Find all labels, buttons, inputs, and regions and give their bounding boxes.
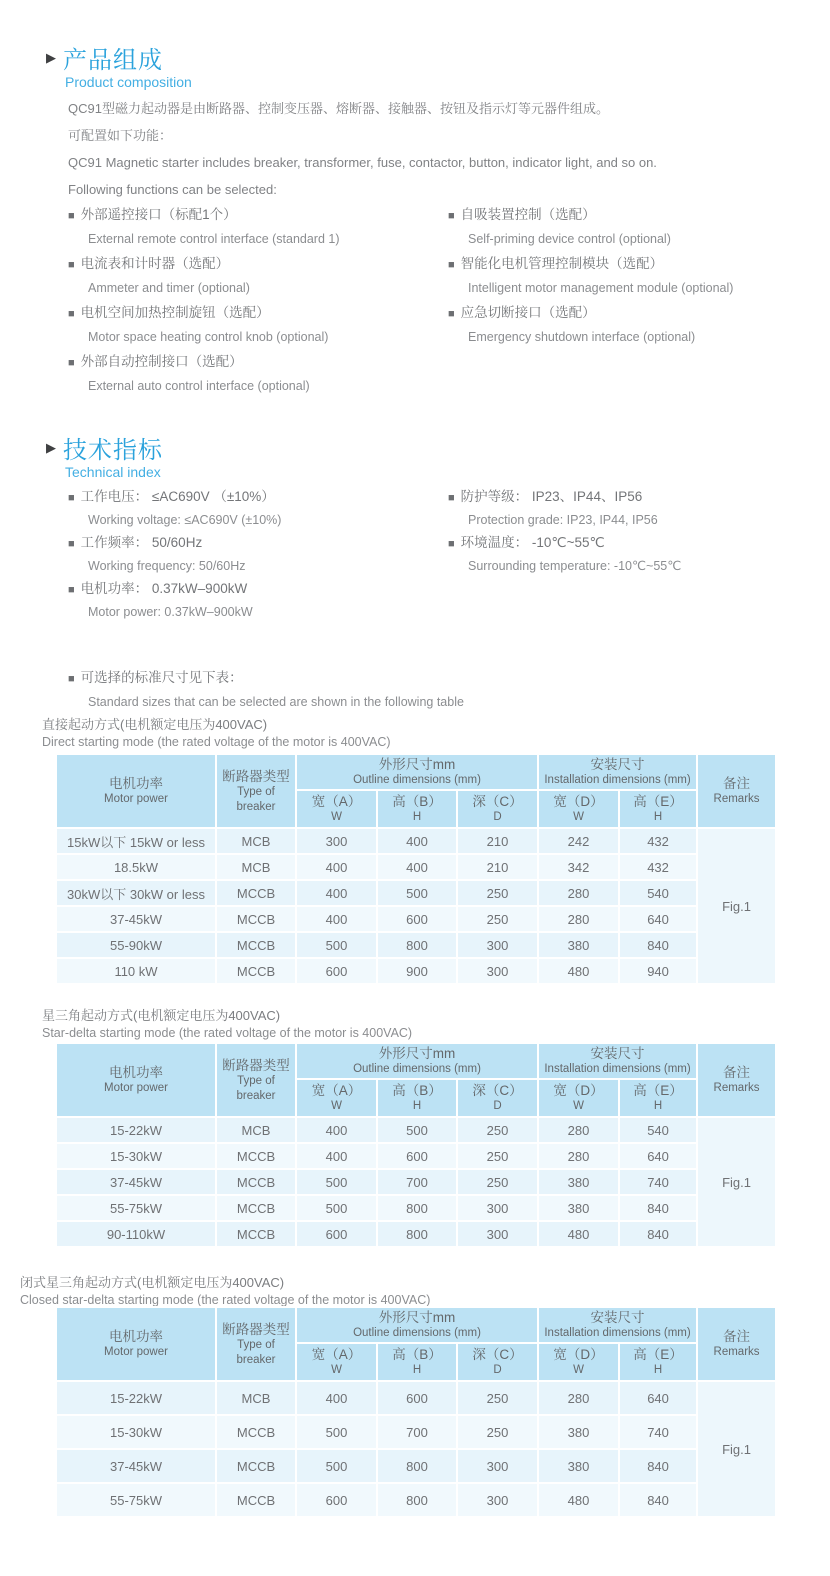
list-item (448, 301, 813, 349)
table-cell: 500 (296, 1415, 377, 1449)
table-cell: 15-30kW (56, 1143, 216, 1169)
table-cell: MCCB (216, 1483, 296, 1517)
table-cell: 600 (296, 958, 377, 984)
table-cell: 640 (619, 1143, 697, 1169)
table-cell: 480 (538, 1221, 619, 1247)
table-row (56, 1169, 776, 1195)
table-cell: 37-45kW (56, 906, 216, 932)
table-row (56, 1143, 776, 1169)
table-cell: 250 (457, 1143, 538, 1169)
table-cell: 840 (619, 1483, 697, 1517)
table-cell: 940 (619, 958, 697, 984)
table-header-cell: 宽（D） W (538, 790, 619, 828)
table-cell: 840 (619, 1195, 697, 1221)
table-row (56, 828, 776, 854)
table-header-cell: 高（E） H (619, 1343, 697, 1381)
table-cell: 280 (538, 1381, 619, 1415)
table-cell: 840 (619, 1221, 697, 1247)
feature-list-right (448, 203, 813, 399)
table-cell: 15-22kW (56, 1117, 216, 1143)
table-header-cell: 安装尺寸 Installation dimensions (mm) (538, 1043, 697, 1079)
standard-sizes-note (68, 666, 464, 714)
table-cell: 250 (457, 1381, 538, 1415)
list-item-en: Ammeter and timer (optional) (88, 281, 250, 295)
table-header-cell: 宽（D） W (538, 1343, 619, 1381)
remarks-cell: Fig.1 (697, 1381, 776, 1517)
bullet-square-icon: ■ (448, 538, 455, 550)
table-cell: 300 (457, 932, 538, 958)
table-cell: 700 (377, 1169, 457, 1195)
list-item (448, 532, 813, 577)
bullet-square-icon: ■ (68, 584, 75, 596)
table2-caption-en: Star-delta starting mode (the rated voltage of the motor is 400VAC) (42, 1026, 413, 1040)
table-cell: 600 (296, 1483, 377, 1517)
bullet-square-icon: ■ (68, 308, 75, 320)
table-cell: MCB (216, 828, 296, 854)
table-cell: 480 (538, 1483, 619, 1517)
table-cell: 840 (619, 932, 697, 958)
product-section-header (46, 40, 163, 75)
table3-caption-en: Closed star-delta starting mode (the rated voltage of the motor is 400VAC) (20, 1293, 431, 1307)
list-item-zh: ■ 电流表和计时器（选配） (68, 256, 230, 271)
table-cell: 300 (457, 1483, 538, 1517)
table-cell: MCCB (216, 1143, 296, 1169)
table-cell: 740 (619, 1169, 697, 1195)
table-cell: 800 (377, 1195, 457, 1221)
list-item (68, 486, 448, 531)
table-header-cell: 高（B） H (377, 1343, 457, 1381)
table-header-cell: 电机功率 Motor power (56, 1307, 216, 1381)
table-cell: 15-22kW (56, 1381, 216, 1415)
list-item-zh: ■ 电机空间加热控制旋钮（选配） (68, 305, 270, 320)
table-cell: 250 (457, 880, 538, 906)
product-section-subtitle: Product composition (65, 74, 192, 90)
table2-caption-zh: 星三角起动方式(电机额定电压为400VAC) (42, 1008, 281, 1023)
table-cell: 400 (377, 854, 457, 880)
table-header-cell: 断路器类型 Type of breaker (216, 1043, 296, 1117)
table-cell: 840 (619, 1449, 697, 1483)
table-cell: 500 (377, 880, 457, 906)
bullet-square-icon: ■ (68, 210, 75, 222)
table1-caption-zh: 直接起动方式(电机额定电压为400VAC) (42, 717, 268, 732)
table-cell: 380 (538, 932, 619, 958)
technical-section-header (46, 430, 163, 465)
list-item-zh: ■ 电机功率： 0.37kW–900kW (68, 581, 248, 596)
list-item-en: Motor power: 0.37kW–900kW (88, 605, 253, 619)
table-cell: 250 (457, 1117, 538, 1143)
table-cell: 400 (377, 828, 457, 854)
list-item (68, 350, 448, 398)
list-item-zh: ■ 应急切断接口（选配） (448, 305, 596, 320)
list-item-en: Emergency shutdown interface (optional) (468, 330, 696, 344)
table-cell: 15kW以下 15kW or less (56, 828, 216, 854)
product-config-en: Following functions can be selected: (68, 182, 277, 197)
table-cell: 380 (538, 1169, 619, 1195)
table-cell: MCB (216, 1117, 296, 1143)
list-item (448, 486, 813, 531)
table-header-cell: 高（B） H (377, 790, 457, 828)
table-header-cell: 宽（A） W (296, 790, 377, 828)
spec-lists (68, 486, 813, 624)
list-item-en: External remote control interface (standard 1) (88, 232, 340, 246)
table-cell: MCCB (216, 958, 296, 984)
table-cell: 900 (377, 958, 457, 984)
table-cell: MCCB (216, 1195, 296, 1221)
list-item (68, 252, 448, 300)
table-row (56, 880, 776, 906)
list-item-en: Surrounding temperature: -10℃~55℃ (468, 559, 682, 573)
table-cell: 250 (457, 1169, 538, 1195)
list-item-en: Working frequency: 50/60Hz (88, 559, 246, 573)
table-header-cell: 电机功率 Motor power (56, 754, 216, 828)
table-cell: 400 (296, 1381, 377, 1415)
table-cell: 500 (296, 1169, 377, 1195)
table-cell: 800 (377, 1483, 457, 1517)
table-cell: 342 (538, 854, 619, 880)
table-row (56, 1221, 776, 1247)
table-header-cell: 安装尺寸 Installation dimensions (mm) (538, 754, 697, 790)
table-cell: 480 (538, 958, 619, 984)
table-cell: 380 (538, 1195, 619, 1221)
table-cell: 280 (538, 880, 619, 906)
table-cell: 37-45kW (56, 1449, 216, 1483)
list-item-zh: ■ 工作电压： ≤AC690V （±10%） (68, 489, 275, 504)
table-cell: 300 (457, 958, 538, 984)
table-header-cell: 备注 Remarks (697, 1043, 776, 1117)
table-cell: 740 (619, 1415, 697, 1449)
star-delta-table (55, 1042, 777, 1248)
table-cell: 400 (296, 1117, 377, 1143)
table-cell: 400 (296, 906, 377, 932)
table-cell: 400 (296, 1143, 377, 1169)
list-item (68, 301, 448, 349)
table-header-cell: 备注 Remarks (697, 1307, 776, 1381)
table-header-cell: 安装尺寸 Installation dimensions (mm) (538, 1307, 697, 1343)
table-cell: 500 (296, 1449, 377, 1483)
arrow-right-icon: ▶ (46, 50, 56, 65)
table-cell: 640 (619, 906, 697, 932)
table-cell: 600 (377, 1381, 457, 1415)
list-item-zh: ■ 外部遥控接口（标配1个） (68, 207, 237, 222)
table-header-cell: 高（E） H (619, 790, 697, 828)
table-cell: 300 (296, 828, 377, 854)
table-cell: 300 (457, 1195, 538, 1221)
list-item-en: Protection grade: IP23, IP44, IP56 (468, 513, 658, 527)
table-cell: MCCB (216, 1169, 296, 1195)
note-en: Standard sizes that can be selected are shown in the following table (88, 695, 464, 709)
bullet-square-icon: ■ (68, 357, 75, 369)
table-cell: 280 (538, 1117, 619, 1143)
table-row (56, 1483, 776, 1517)
spec-list-left (68, 486, 448, 624)
table-header-cell: 外形尺寸mm Outline dimensions (mm) (296, 754, 538, 790)
table-cell: 300 (457, 1221, 538, 1247)
table-cell: 700 (377, 1415, 457, 1449)
list-item-en: Self-priming device control (optional) (468, 232, 671, 246)
table-cell: 400 (296, 854, 377, 880)
list-item-zh: ■ 工作频率： 50/60Hz (68, 535, 203, 550)
table-cell: 37-45kW (56, 1169, 216, 1195)
table-cell: 380 (538, 1449, 619, 1483)
bullet-square-icon: ■ (68, 673, 75, 685)
table-cell: 110 kW (56, 958, 216, 984)
table-header-cell: 深（C） D (457, 1343, 538, 1381)
product-config-zh: 可配置如下功能： (68, 128, 173, 143)
product-description-zh: QC91型磁力起动器是由断路器、控制变压器、熔断器、接触器、按钮及指示灯等元器件组成。 (68, 101, 609, 116)
direct-starting-table (55, 753, 777, 985)
table-row (56, 1449, 776, 1483)
table-cell: MCB (216, 854, 296, 880)
table-cell: 15-30kW (56, 1415, 216, 1449)
bullet-square-icon: ■ (448, 210, 455, 222)
list-item (68, 532, 448, 577)
table-row (56, 1117, 776, 1143)
table-row (56, 1195, 776, 1221)
list-item (68, 203, 448, 251)
table-cell: 380 (538, 1415, 619, 1449)
list-item (448, 252, 813, 300)
arrow-right-icon: ▶ (46, 440, 56, 455)
list-item-zh: ■ 外部自动控制接口（选配） (68, 354, 243, 369)
table-cell: 432 (619, 854, 697, 880)
table-header-cell: 宽（A） W (296, 1343, 377, 1381)
table-header-cell: 电机功率 Motor power (56, 1043, 216, 1117)
table-header-cell: 宽（A） W (296, 1079, 377, 1117)
table-header-cell: 深（C） D (457, 1079, 538, 1117)
table-header-cell: 断路器类型 Type of breaker (216, 754, 296, 828)
bullet-square-icon: ■ (68, 492, 75, 504)
table-header-cell: 外形尺寸mm Outline dimensions (mm) (296, 1307, 538, 1343)
table-cell: 18.5kW (56, 854, 216, 880)
list-item-en: External auto control interface (optional) (88, 379, 310, 393)
table-row (56, 1415, 776, 1449)
table-cell: 210 (457, 854, 538, 880)
spec-list-right (448, 486, 813, 624)
technical-section-subtitle: Technical index (65, 464, 161, 480)
table-header-cell: 高（E） H (619, 1079, 697, 1117)
table-header-cell: 宽（D） W (538, 1079, 619, 1117)
table-cell: 500 (296, 932, 377, 958)
table-cell: 432 (619, 828, 697, 854)
list-item-zh: ■ 防护等级： IP23、IP44、IP56 (448, 489, 643, 504)
table-cell: MCCB (216, 932, 296, 958)
table-cell: 800 (377, 1449, 457, 1483)
bullet-square-icon: ■ (448, 492, 455, 504)
list-item-en: Working voltage: ≤AC690V (±10%) (88, 513, 282, 527)
table-row (56, 958, 776, 984)
table-cell: 800 (377, 932, 457, 958)
table1-caption (42, 716, 391, 751)
table-cell: MCCB (216, 906, 296, 932)
bullet-square-icon: ■ (68, 259, 75, 271)
list-item (448, 203, 813, 251)
table-cell: MCCB (216, 880, 296, 906)
table-cell: 280 (538, 1143, 619, 1169)
table2-caption (42, 1007, 412, 1042)
table-row (56, 1381, 776, 1415)
table-cell: 500 (296, 1195, 377, 1221)
table-cell: 242 (538, 828, 619, 854)
table3-caption (20, 1274, 430, 1309)
technical-section-title: 技术指标 (63, 437, 163, 464)
bullet-square-icon: ■ (448, 259, 455, 271)
table-cell: MCCB (216, 1415, 296, 1449)
table-cell: 600 (377, 906, 457, 932)
table-cell: 55-75kW (56, 1195, 216, 1221)
list-item-en: Motor space heating control knob (optional) (88, 330, 329, 344)
table-cell: 280 (538, 906, 619, 932)
table-header-cell: 外形尺寸mm Outline dimensions (mm) (296, 1043, 538, 1079)
table-cell: MCCB (216, 1449, 296, 1483)
note-zh: ■ 可选择的标准尺寸见下表： (68, 670, 243, 685)
table-cell: 55-75kW (56, 1483, 216, 1517)
feature-list-left (68, 203, 448, 399)
product-section-title: 产品组成 (63, 47, 163, 74)
table-cell: MCCB (216, 1221, 296, 1247)
product-paragraphs (68, 95, 798, 203)
table-cell: 640 (619, 1381, 697, 1415)
table-cell: 250 (457, 906, 538, 932)
table1-caption-en: Direct starting mode (the rated voltage of the motor is 400VAC) (42, 735, 391, 749)
table-cell: 250 (457, 1415, 538, 1449)
remarks-cell: Fig.1 (697, 1117, 776, 1247)
remarks-cell: Fig.1 (697, 828, 776, 984)
table-row (56, 854, 776, 880)
list-item-zh: ■ 环境温度： -10℃~55℃ (448, 535, 605, 550)
table-cell: 540 (619, 880, 697, 906)
list-item-zh: ■ 自吸装置控制（选配） (448, 207, 596, 222)
list-item-zh: ■ 智能化电机管理控制模块（选配） (448, 256, 664, 271)
table-cell: 90-110kW (56, 1221, 216, 1247)
table-cell: 800 (377, 1221, 457, 1247)
table-cell: 400 (296, 880, 377, 906)
table-header-cell: 高（B） H (377, 1079, 457, 1117)
table-cell: 500 (377, 1117, 457, 1143)
table-header-cell: 断路器类型 Type of breaker (216, 1307, 296, 1381)
table-cell: 30kW以下 30kW or less (56, 880, 216, 906)
table-cell: 600 (296, 1221, 377, 1247)
table-cell: 210 (457, 828, 538, 854)
list-item (68, 578, 448, 623)
product-description-en: QC91 Magnetic starter includes breaker, transformer, fuse, contactor, button, indicator light, and so on. (68, 155, 657, 170)
table-cell: 55-90kW (56, 932, 216, 958)
table-cell: 540 (619, 1117, 697, 1143)
table-cell: 300 (457, 1449, 538, 1483)
table-cell: 600 (377, 1143, 457, 1169)
closed-star-delta-table (55, 1306, 777, 1518)
table3-caption-zh: 闭式星三角起动方式(电机额定电压为400VAC) (20, 1275, 285, 1290)
table-row (56, 932, 776, 958)
table-header-cell: 深（C） D (457, 790, 538, 828)
table-row (56, 906, 776, 932)
bullet-square-icon: ■ (68, 538, 75, 550)
table-cell: MCB (216, 1381, 296, 1415)
feature-lists (68, 203, 813, 399)
list-item-en: Intelligent motor management module (optional) (468, 281, 734, 295)
table-header-cell: 备注 Remarks (697, 754, 776, 828)
bullet-square-icon: ■ (448, 308, 455, 320)
